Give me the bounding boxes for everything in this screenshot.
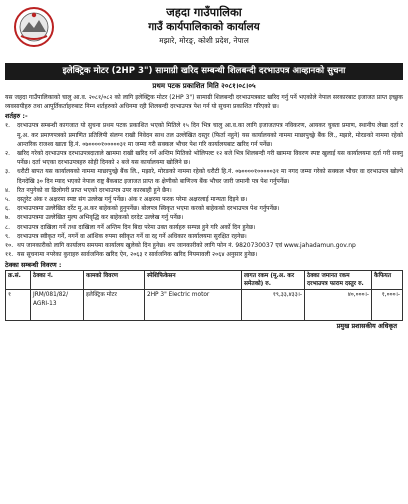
cell-description: इलेक्ट्रिक मोटर <box>84 290 145 321</box>
cell-specification: 2HP 3" Electric motor <box>145 290 242 321</box>
cell-serial: १ <box>6 290 31 321</box>
notice-title: इलेक्ट्रिक मोटर (2HP 3") सामाग्री खरिद सम्बन्धी शिलबन्दी दरभाउपत्र आव्हानको सुचना <box>5 63 403 80</box>
cell-contract-no: JRM/081/82/ AGRI-13 <box>31 290 84 321</box>
intro-paragraph: यस जहदा गाउँपालिकाको चालु आ.व. २०८१/०८२ को लागि इलेक्ट्रिक मोटर (2HP 3") सामाग्री शिलबन्दी दरभाउपत्रबाट खरिद गर्नु पर्ने भएकोले नेपाल सरकारबाट इजाजत प्राप्त इच्छुक व्यवसायीहरु तथा आपूर्तिकर्ताहरुबाट निम्न शर्तहरुको अधिनमा रही शिलबन्दी दरभाउपत्र पेश गर्न यो सुचना प्रकाशित गरिएको छ। <box>5 94 403 111</box>
col-header-security-fee: ठेक्का जमानत रकम दरभाउपत्र फाराम दस्तुर रु. <box>305 271 372 290</box>
condition-item: ४. रित नपुगेको वा ढिलोगरी प्राप्त भएको दरभाउपत्र उपर कारबाही हुने छैन। <box>5 186 172 194</box>
condition-item: ५. दस्तुरेट अंक र अक्षरमा स्पष्ट संग उल्लेख गर्नु पर्नेछ। अंक र अक्षरमा फरक परेमा अक्षरलाई मान्यता दिइने छ। <box>5 196 248 204</box>
condition-item: १०. थप जानकारीको लागि कार्यालय समयमा कार्यालय खुलेको दिन हुनेछ। थप जानकारीको लागि फोन नं. 9820730037 एवं www.jahadamun.gov.np <box>5 242 356 250</box>
org-name: जहदा गाउँपालिका <box>166 5 242 19</box>
office-name: गाउँ कार्यपालिकाको कार्यालय <box>148 21 260 33</box>
signatory: प्रमुख प्रशासकीय अधिकृत <box>336 322 397 331</box>
col-header-contract-no: ठेक्का नं. <box>31 271 84 290</box>
condition-item: २. खरिद गरेको दरभाउपत्र दरभाउपत्रदाताले खाममा राखी खरिद गर्ने अन्तिम मितिको भोलिपल्ट १२ बजे भित्र शिलबन्दी गरी खाममा विवरण स्पष्ट खुलाई यस कार्यालयमा दर्ता गरी सक्नु पर्नेछ। दर्ता भएका दरभाउपत्रहरु सोही दिनको २ बजे यस कार्यालयमा खोलिने छ। <box>5 150 403 167</box>
contract-table-heading: ठेक्का सम्बन्धी विवरण : <box>5 261 62 270</box>
government-emblem-icon <box>13 6 55 48</box>
condition-item: ९. दरभाउपत्र स्वीकृत गर्ने, नगर्ने वा आंशिक रुपमा स्वीकृत गर्ने वा रद्द गर्ने अधिकार कार्यालयमा सुरक्षित रहनेछ। <box>5 232 247 240</box>
conditions-list <box>5 121 403 259</box>
publish-date: प्रथम पटक प्रकाशित मिति २०८१।०८।०५ <box>152 82 256 90</box>
col-header-specification: स्पेशिफिकेसन <box>145 271 242 290</box>
table-header-row <box>6 271 403 290</box>
contract-table <box>5 270 403 321</box>
col-header-description: कामको विवरण <box>84 271 145 290</box>
notice-header <box>5 0 403 62</box>
cell-cost: १९,३३,४३३।- <box>242 290 305 321</box>
cell-remarks: १,०००।- <box>372 290 403 321</box>
condition-item: ७. दरभाउपत्रमा उल्लेखित मुल्य अभिवृद्धि कर बाहेकको दरदेट उल्लेख गर्नु पर्नेछ। <box>5 214 184 222</box>
table-row <box>6 290 403 321</box>
cell-security-fee: ४०,०००।- <box>305 290 372 321</box>
col-header-serial: क्र.सं. <box>6 271 31 290</box>
col-header-remarks: कैफियत <box>372 271 403 290</box>
condition-item: १. दरभाउपत्र सम्बन्धी कागजात यो सुचना प्रथम पटक प्रकाशित भएको मितिले १५ दिन भित्र चालु आ.व.का लागि इजाजतपत्र नविकरण, आयकर चुक्ता प्रमाण, स्थानीय लेखा दर्ता र मू.अ. कर प्रमाणपत्रको प्रमाणित प्रतिलिपी संलग्न राखी निवेदन साथ तल उल्लेखित दस्तुर (फिर्ता नहुने) यस कार्यालयको नाममा माछापुच्छ्रे बैंक लि., मझारे, मोरङको नाममा रहेको आन्तरिक राजश्व खाता हि.नं. ०७००००१०००००३१ मा जम्मा गरी सक्कल भौचर पेश गरि कार्यालयबाट खरिद गर्न पर्नेछ। <box>5 122 403 148</box>
condition-item: ६. दरभाउपत्रमा उल्लेखित दर्रेट मु.अ.कर बाहेकको हुनुपर्नेछ। बोलपत्र स्विकृत भएमा करको बाहेकको दरभाउपत्र पेश गर्नुपर्नेछ। <box>5 205 280 213</box>
col-header-cost: लागत रकम (मू.अ. कर समेतको) रु. <box>242 271 305 290</box>
conditions-heading: शर्तहरु :- <box>5 112 28 121</box>
condition-item: ८. दरभाउपत्र दाखिला गर्ने तथा दाखिला गर्ने अन्तिम दिन बिदा परेमा उक्त कार्यहरु सम्पन्न हुने गरि अर्को दिन हुनेछ। <box>5 223 256 231</box>
office-address: मझारे, मोरङ्, कोशी प्रदेश, नेपाल <box>159 36 249 45</box>
condition-item: ११. यस सूचनामा नपरेका कुराहरु सार्वजनिक खरिद ऐन, २०६३ र सार्वजनिक खरिद नियमावली २०६४ अनुसार हुनेछ। <box>5 251 258 259</box>
condition-item: ३. धरौटी बापत यस कार्यालयको नाममा माछापुच्छ्रे बैंक लि., मझारे, मोरङको नाममा रहेको धरौटी हि.नं. ०७००००१०००००३१ मा नगद जम्मा गरेको सक्कल भौचर वा दरभाउपत्र खोल्ने दिनदेखि ३० दिन म्याद भएको नेपाल राष्ट्र बैंकबाट इजाजत प्राप्त क क्षेणीको बाणिज्य बैंक भौचर जारी जमानी पत्र पेश गर्नुपर्नेछ। <box>5 168 403 185</box>
